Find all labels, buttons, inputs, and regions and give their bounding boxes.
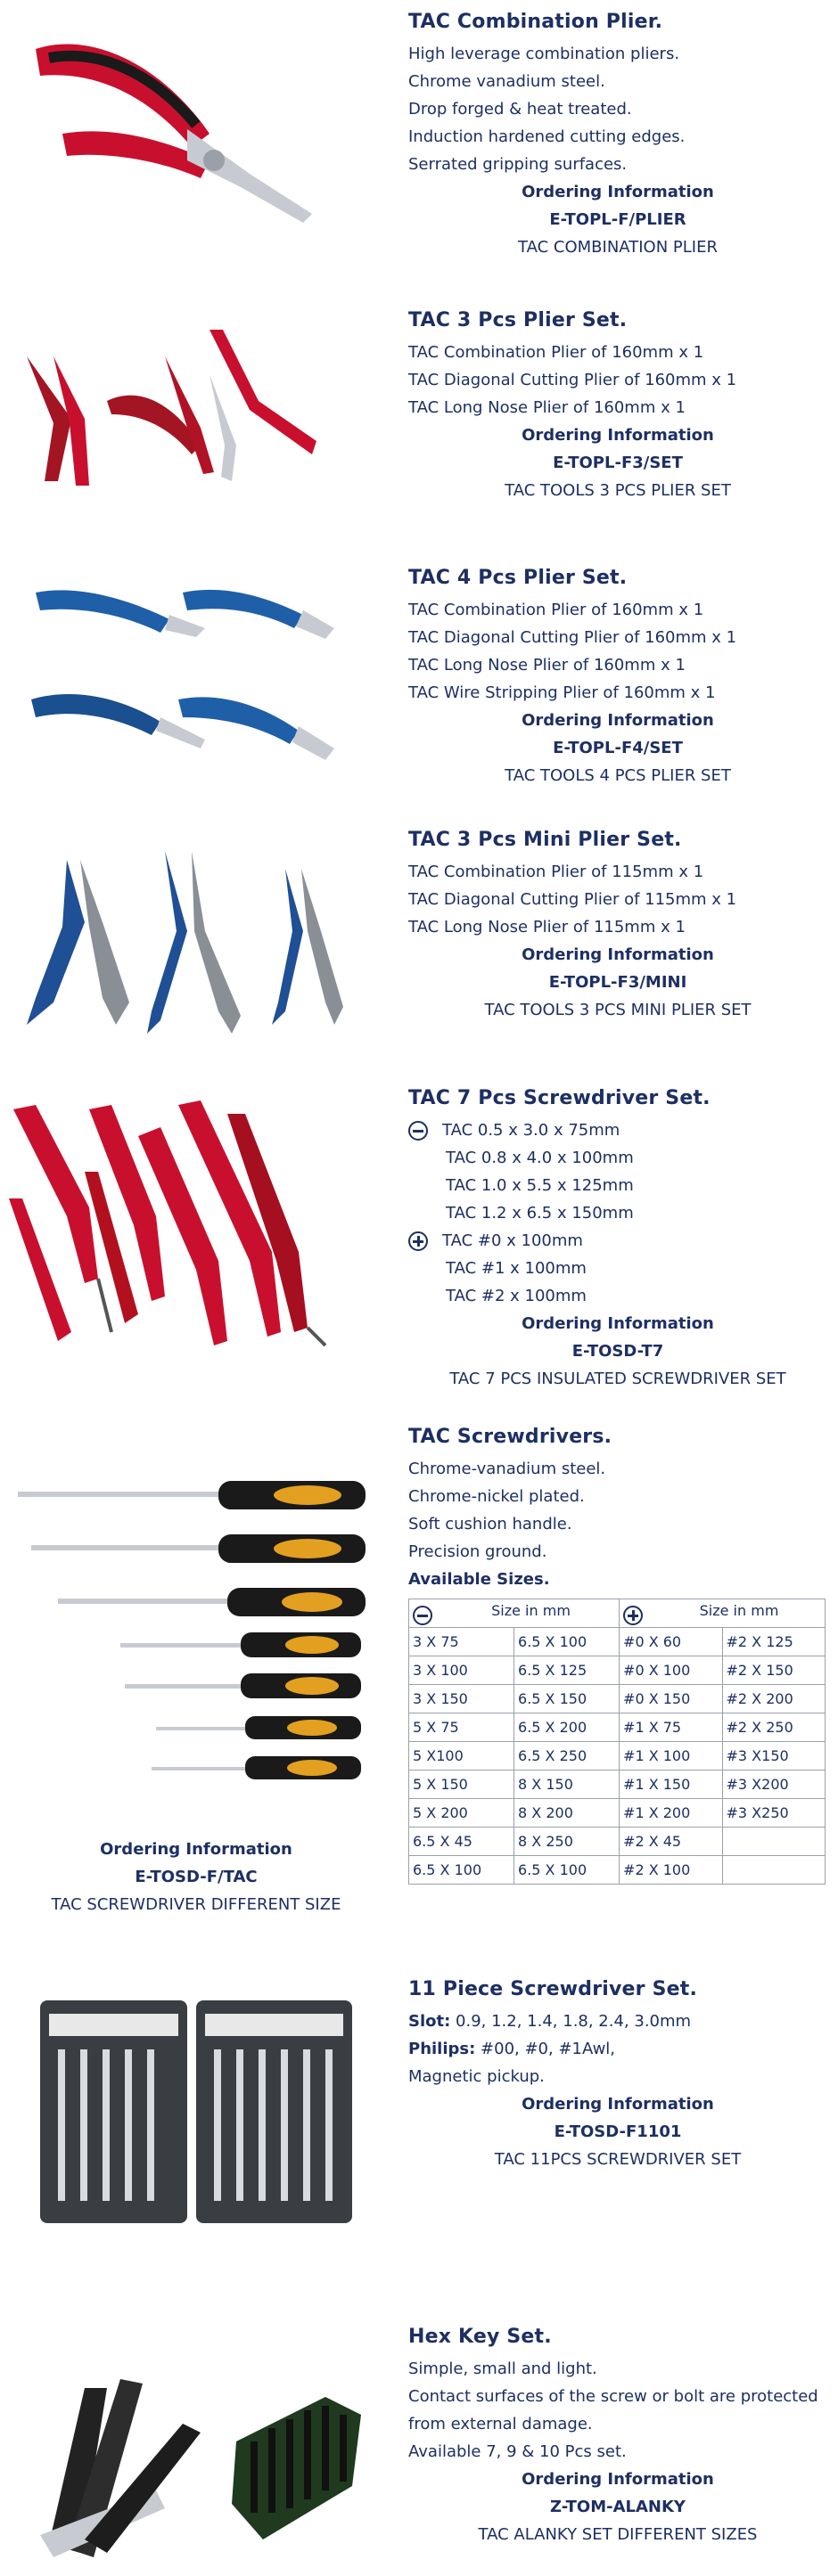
phillips-size-header: [620, 1599, 826, 1628]
sizes-table-cell: [722, 1828, 826, 1856]
size-line-slot: [408, 1116, 827, 1144]
ordering-information-label: Ordering Information: [522, 1314, 714, 1333]
sizes-table-cell: #0 X 150: [620, 1685, 722, 1713]
sizes-table-cell: 5 X 75: [409, 1713, 514, 1742]
sizes-table-cell: 6.5 X 250: [514, 1742, 620, 1770]
hex-key-set-image: [31, 2335, 379, 2571]
precision-screwdriver-info: [408, 1978, 827, 2173]
plier-set-4-info: [408, 567, 827, 789]
order-code: E-TOSD-F/TAC: [135, 1868, 258, 1886]
sizes-table-row: [409, 1742, 826, 1770]
sizes-table-cell: 5 X100: [409, 1742, 514, 1770]
sizes-table-cell: 6.5 X 200: [514, 1713, 620, 1742]
insulated-screwdriver-set-image: [4, 1100, 388, 1368]
sizes-table-row: [409, 1656, 826, 1685]
sizes-table-body: [409, 1628, 826, 1885]
feature-line: TAC Diagonal Cutting Plier of 160mm x 1: [408, 371, 737, 389]
screwdriver-row: [18, 1481, 366, 1779]
feature-line: Chrome-vanadium steel.: [408, 1460, 606, 1478]
sizes-table-cell: #3 X200: [722, 1770, 826, 1799]
sizes-table-cell: #0 X 60: [620, 1628, 722, 1656]
sizes-table-cell: #1 X 150: [620, 1770, 722, 1799]
order-code: E-TOPL-F4/SET: [553, 739, 683, 757]
order-code: E-TOSD-F1101: [554, 2122, 682, 2141]
feature-line: TAC Combination Plier of 115mm x 1: [408, 863, 704, 881]
order-code: E-TOPL-F/PLIER: [549, 210, 686, 229]
line-label: Slot:: [408, 2012, 451, 2031]
product-title: TAC 3 Pcs Plier Set.: [408, 309, 628, 331]
size-text: TAC #0 x 100mm: [442, 1231, 583, 1250]
ordering-information-label: Ordering Information: [522, 183, 714, 201]
order-name: TAC 11PCS SCREWDRIVER SET: [494, 2150, 742, 2169]
line-value: #00, #0, #1Awl,: [475, 2040, 616, 2058]
sizes-table-cell: 6.5 X 45: [409, 1828, 514, 1856]
sizes-table-cell: #1 X 100: [620, 1742, 722, 1770]
sizes-table: [408, 1599, 826, 1885]
sizes-table-cell: #2 X 125: [722, 1628, 826, 1656]
sizes-table-row: [409, 1828, 826, 1856]
product-title: TAC 3 Pcs Mini Plier Set.: [408, 829, 682, 851]
feature-line: Soft cushion handle.: [408, 1515, 572, 1533]
feature-line: Induction hardened cutting edges.: [408, 127, 686, 146]
product-3pcs-plier-set: [0, 276, 838, 552]
sizes-table-row: [409, 1770, 826, 1799]
order-name: TAC TOOLS 4 PCS PLIER SET: [505, 766, 731, 785]
size-line-slot: TAC 1.2 x 6.5 x 150mm: [446, 1204, 634, 1223]
size-text: TAC 0.5 x 3.0 x 75mm: [442, 1121, 620, 1140]
ordering-information-label: Ordering Information: [100, 1840, 292, 1859]
feature-line: TAC Long Nose Plier of 160mm x 1: [408, 656, 686, 675]
sizes-table-cell: 5 X 150: [409, 1770, 514, 1799]
line-value: 0.9, 1.2, 1.4, 1.8, 2.4, 3.0mm: [450, 2012, 692, 2031]
insulated-screwdriver-set-info: [408, 1087, 827, 1393]
feature-line: Serrated gripping surfaces.: [408, 155, 628, 174]
order-name: TAC TOOLS 3 PCS MINI PLIER SET: [484, 1001, 752, 1019]
precision-screwdriver-case-image: [36, 1996, 357, 2228]
product-mini-plier-set: [0, 829, 838, 1087]
line-value: Magnetic pickup.: [408, 2067, 545, 2086]
feature-line: TAC Combination Plier of 160mm x 1: [408, 601, 704, 619]
slotted-symbol-icon: [408, 1121, 428, 1141]
combination-plier-info: [408, 11, 827, 261]
size-line-phillips: TAC #2 x 100mm: [446, 1287, 587, 1305]
sizes-table-cell: 8 X 250: [514, 1828, 620, 1856]
sizes-table-cell: 6.5 X 150: [514, 1685, 620, 1713]
sizes-table-row: [409, 1713, 826, 1742]
phillips-symbol-icon: [623, 1606, 643, 1625]
phillips-symbol-icon: [408, 1231, 428, 1251]
available-sizes-label: Available Sizes.: [408, 1570, 550, 1589]
sizes-table-cell: 3 X 150: [409, 1685, 514, 1713]
tac-screwdrivers-order: [18, 1836, 374, 1918]
product-tac-screwdrivers: [0, 1417, 838, 1969]
product-title: TAC Combination Plier.: [408, 11, 663, 33]
ordering-information-label: Ordering Information: [522, 2470, 714, 2489]
order-code: E-TOSD-T7: [571, 1342, 664, 1361]
philips-sizes-line: [408, 2035, 827, 2063]
plier-set-3-image: [18, 321, 357, 508]
feature-line: TAC Diagonal Cutting Plier of 115mm x 1: [408, 890, 737, 909]
sizes-table-cell: 3 X 75: [409, 1628, 514, 1656]
tac-screwdrivers-image: [13, 1470, 370, 1800]
sizes-table-cell: 8 X 150: [514, 1770, 620, 1799]
feature-line: Simple, small and light.: [408, 2359, 597, 2378]
header-text: Size in mm: [699, 1601, 779, 1619]
feature-line: Precision ground.: [408, 1542, 547, 1561]
product-title: Hex Key Set.: [408, 2326, 552, 2348]
feature-line: TAC Long Nose Plier of 115mm x 1: [408, 918, 686, 936]
feature-line: Drop forged & heat treated.: [408, 100, 632, 119]
slotted-size-header: [409, 1599, 620, 1628]
hex-key-set-info: [408, 2326, 827, 2548]
feature-line: Contact surfaces of the screw or bolt are protected: [408, 2387, 818, 2406]
plier-set-3-info: [408, 309, 827, 504]
order-name: TAC ALANKY SET DIFFERENT SIZES: [478, 2525, 758, 2544]
product-4pcs-plier-set: [0, 552, 838, 829]
mini-plier-set-image: [18, 842, 357, 1043]
size-line-phillips: [408, 1227, 827, 1255]
order-code: E-TOPL-F3/SET: [553, 454, 683, 472]
order-name: TAC TOOLS 3 PCS PLIER SET: [505, 481, 731, 500]
size-line-slot: TAC 0.8 x 4.0 x 100mm: [446, 1149, 634, 1167]
sizes-table-row: [409, 1628, 826, 1656]
product-title: TAC Screwdrivers.: [408, 1426, 612, 1448]
slot-sizes-line: [408, 2008, 827, 2035]
line-label: Philips:: [408, 2040, 476, 2058]
sizes-table-cell: #2 X 250: [722, 1713, 826, 1742]
product-hex-key-set: [0, 2317, 838, 2576]
feature-line: TAC Combination Plier of 160mm x 1: [408, 343, 704, 362]
ordering-information-label: Ordering Information: [522, 2095, 714, 2114]
product-title: TAC 7 Pcs Screwdriver Set.: [408, 1087, 711, 1109]
feature-line: High leverage combination pliers.: [408, 45, 680, 63]
feature-line: from external damage.: [408, 2415, 593, 2433]
sizes-table-cell: #2 X 45: [620, 1828, 722, 1856]
sizes-table-cell: [722, 1856, 826, 1885]
sizes-table-cell: #3 X250: [722, 1799, 826, 1828]
product-title: TAC 4 Pcs Plier Set.: [408, 567, 628, 589]
feature-line: [408, 2063, 827, 2090]
sizes-table-cell: #2 X 100: [620, 1856, 722, 1885]
combination-plier-image: [36, 36, 321, 227]
feature-line: Chrome vanadium steel.: [408, 72, 605, 91]
slotted-symbol-icon: [413, 1606, 432, 1625]
feature-line: Available 7, 9 & 10 Pcs set.: [408, 2442, 627, 2461]
order-name: TAC COMBINATION PLIER: [518, 238, 718, 257]
sizes-table-cell: #2 X 150: [722, 1656, 826, 1685]
mini-plier-set-info: [408, 829, 827, 1024]
order-code: Z-TOM-ALANKY: [550, 2498, 686, 2516]
ordering-information-label: Ordering Information: [522, 426, 714, 445]
size-line-phillips: TAC #1 x 100mm: [446, 1259, 587, 1278]
sizes-table-row: [409, 1685, 826, 1713]
order-name: TAC SCREWDRIVER DIFFERENT SIZE: [51, 1895, 341, 1914]
feature-line: Chrome-nickel plated.: [408, 1487, 585, 1506]
sizes-table-row: [409, 1856, 826, 1885]
header-text: Size in mm: [491, 1601, 571, 1619]
tac-screwdrivers-info: [408, 1426, 827, 1885]
sizes-table-cell: #0 X 100: [620, 1656, 722, 1685]
plier-set-4-image: [27, 575, 348, 797]
sizes-table-cell: 5 X 200: [409, 1799, 514, 1828]
sizes-table-cell: 6.5 X 100: [409, 1856, 514, 1885]
feature-line: TAC Wire Stripping Plier of 160mm x 1: [408, 683, 716, 702]
sizes-table-cell: 3 X 100: [409, 1656, 514, 1685]
product-title: 11 Piece Screwdriver Set.: [408, 1978, 698, 2000]
sizes-table-row: [409, 1799, 826, 1828]
product-11pc-screwdriver-set: [0, 1969, 838, 2263]
sizes-table-cell: 6.5 X 125: [514, 1656, 620, 1685]
sizes-table-cell: 6.5 X 100: [514, 1628, 620, 1656]
sizes-table-cell: #1 X 75: [620, 1713, 722, 1742]
order-name: TAC 7 PCS INSULATED SCREWDRIVER SET: [449, 1370, 786, 1388]
ordering-information-label: Ordering Information: [522, 711, 714, 730]
feature-line: TAC Long Nose Plier of 160mm x 1: [408, 398, 686, 417]
order-code: E-TOPL-F3/MINI: [548, 973, 687, 992]
product-7pcs-screwdriver-set: [0, 1087, 838, 1417]
sizes-table-cell: 6.5 X 100: [514, 1856, 620, 1885]
size-line-slot: TAC 1.0 x 5.5 x 125mm: [446, 1176, 634, 1195]
product-combination-plier: [0, 0, 838, 276]
sizes-table-cell: 8 X 200: [514, 1799, 620, 1828]
ordering-information-label: Ordering Information: [522, 945, 714, 964]
sizes-table-cell: #3 X150: [722, 1742, 826, 1770]
sizes-table-cell: #1 X 200: [620, 1799, 722, 1828]
feature-line: TAC Diagonal Cutting Plier of 160mm x 1: [408, 628, 737, 647]
sizes-table-header: [409, 1599, 826, 1628]
sizes-table-cell: #2 X 200: [722, 1685, 826, 1713]
